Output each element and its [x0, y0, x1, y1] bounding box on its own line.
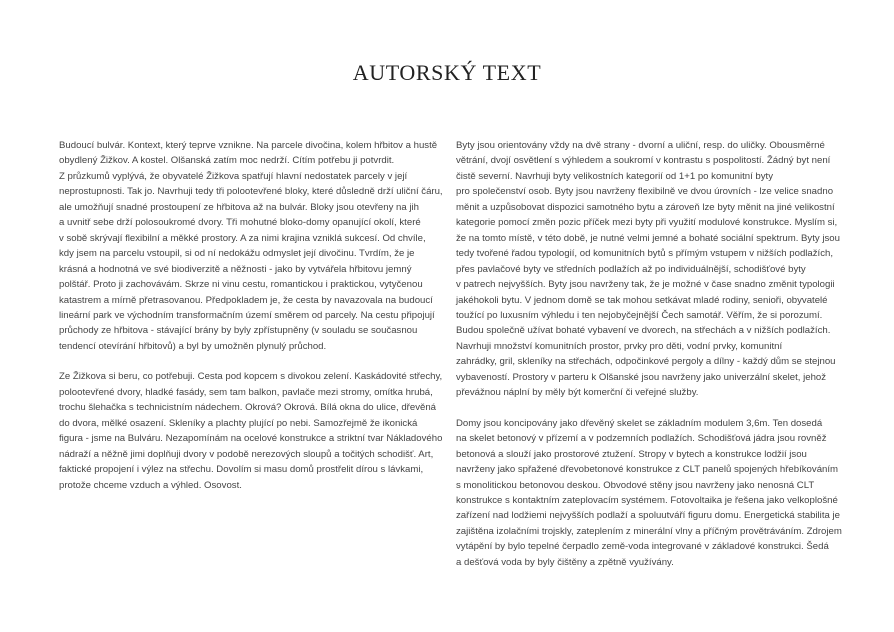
text-line: nádraží a něžně jimi doplňuji dvory v podobě nerezových sloupů a točitých schodišť. Art,	[59, 448, 434, 460]
text-line: zahrádky, gril, skleníky na střechách, odpočinkové pergoly a dílny - každý dům se stejnou	[456, 356, 836, 368]
text-line: jakéhokoli bytu. V jednom domě se tak mohou setkávat mladé rodiny, senioři, obyvatelé	[456, 294, 828, 306]
text-line: na skelet betonový v přízemí a v podzemních podlažích. Schodišťová jádra jsou rovněž	[456, 433, 827, 445]
text-line: zařízení nad lodžiemi nejvyšších podlaží a spoluutváří figuru domu. Energetická stabilita je	[456, 510, 840, 522]
text-line: navrženy jako spřažené dřevobetonové konstrukce z CLT panelů spojených hřebíkováním	[456, 464, 839, 476]
text-line: Byty jsou orientovány vždy na dvě strany - dvorní a uliční, resp. do uličky. Obousměrné	[456, 140, 825, 151]
text-line: v sobě skrývají flexibilní a měkké prostory. A za nimi krajina vzniklá sukcesí. Od chvíle,	[59, 232, 426, 244]
text-line: toužící po luxusním výhledu i ten nejobyčejnější Čech samotář. Věřím, že si porozumí.	[456, 309, 823, 321]
text-line: tendencí otevírání hřbitovů) a byl by umožněn plynulý průchod.	[59, 340, 327, 352]
text-line: ale umožňují snadné prostoupení ze hřbitova až na bulvár. Bloky jsou otevřeny na jih	[59, 201, 419, 213]
text-line: polštář. Proto ji zachovávám. Skrze ni vinu cestu, romantickou i praktickou, vytyčenou	[59, 279, 423, 291]
left-paragraph-2	[59, 369, 454, 493]
text-line: Navrhuji množství komunitních prostor, prvky pro děti, vodní prvky, komunitní	[456, 340, 783, 352]
text-line: Z průzkumů vyplývá, že obyvatelé Žižkova spatřují hlavní nedostatek parcely v její	[59, 170, 408, 182]
text-line: vybaveností. Prostory v parteru k Olšanské jsou navrženy jako univerzální skelet, jehož	[456, 371, 827, 383]
text-line: v patrech nejvyšších. Byty jsou navrženy tak, že je možné v čase snadno změnit typologii	[456, 279, 835, 291]
text-line: polootevřené dvory, hladké fasády, sem tam balkon, pavlače mezi stromy, omítka hrubá,	[59, 386, 433, 398]
text-line: obydlený Žižkov. A kostel. Olšanská zatím moc nedrží. Cítím potřebu ji potvrdit.	[59, 155, 395, 167]
text-line: Budou společně užívat bohaté vybavení ve dvorech, na střechách a v nižších podlažích.	[456, 325, 831, 337]
text-line: faktické propojení i výlez na střechu. Dovolím si masu domů prostřelit dírou s lávkami,	[59, 464, 424, 476]
text-line: zajištěna izolačními trojskly, zateplením z minerální vlny a příčným provětráváním. Zdrojem	[456, 525, 842, 537]
text-line: převážnou náplní by měly být komerční či veřejné služby.	[456, 387, 699, 399]
text-line: kategorie pomocí změn pozic příček mezi byty při využití modulové konstrukce. Myslím si,	[456, 217, 838, 229]
text-line: větrání, dvojí osvětlení s výhledem a soukromí v kontrastu s pospolitostí. Žádný byt není	[456, 155, 831, 167]
text-line: Ze Žižkova si beru, co potřebuji. Cesta pod kopcem s divokou zelení. Kaskádovité střechy,	[59, 371, 443, 383]
text-line: tedy tvořené řadou typologií, od komunitních bytů s přímým vstupem v nižších podlažích,	[456, 248, 834, 260]
text-line: že na tomto místě, v této době, je nutné velmi jemné a bohaté sociální spektrum. Byty jsou	[456, 232, 840, 244]
text-line: měnit a uzpůsobovat dispozici samotného bytu a zároveň lze byty měnit na jiné velikostní	[456, 201, 835, 213]
right-paragraph-2	[456, 416, 886, 571]
text-line: do dvora, mělké osazení. Skleníky a plachty plující po nebi. Samozřejmě že ikonická	[59, 417, 418, 429]
text-line: betonová a slouží jako prostorové ztužení. Stropy v bytech a konstrukce lodžií jsou	[456, 448, 807, 460]
text-line: neprostupnosti. Tak jo. Navrhuji tedy tři polootevřené bloky, které důsledně drží uliční čáru,	[59, 186, 443, 198]
text-line: čistě severní. Navrhuji byty velikostních kategorií od 1+1 po komunitní byty	[456, 170, 774, 182]
text-line: vytápění by bylo tepelné čerpadlo země-voda integrované v základové konstrukci. Šedá	[456, 541, 829, 553]
text-line: katastrem a mírně přetrasovanou. Předpokladem je, že cesta by navazovala na budoucí	[59, 294, 433, 306]
text-line: trochu šlehačka s technicistním nádechem. Okrová? Okrová. Bílá okna do ulice, dřevěná	[59, 402, 437, 414]
text-line: kdy jsem na parcelu vstoupil, si od ní nedokážu odmyslet její divočinu. Tvrdím, že je	[59, 248, 415, 260]
text-line: a dešťová voda by byly čištěny a zpětně využívány.	[456, 556, 674, 568]
text-line: krásná a hodnotná ve své biodiverzitě a něžnosti - jako by vytvářela hřbitovu jemný	[59, 263, 412, 275]
text-line: figura - jsme na Bulváru. Nezapomínám na ocelové konstrukce a striktní tvar Nákladového	[59, 433, 443, 445]
text-line: a uvnitř sebe drží polosoukromé dvory. Tři mohutné bloko-domy opanující okolí, které	[59, 217, 421, 229]
left-paragraph-1	[59, 138, 454, 354]
text-line: lineární park ve východním transformačním území směrem od parcely. Na cestu připojují	[59, 309, 435, 321]
text-line: protože chceme vzduch a výhled. Osovost.	[59, 479, 242, 491]
text-line: průchody ze hřbitova - stávající brány by byly zpřístupněny (v souladu se současnou	[59, 325, 418, 337]
text-line: Domy jsou koncipovány jako dřevěný skelet se základním modulem 3,6m. Ten dosedá	[456, 417, 823, 429]
text-line: pro společenství osob. Byty jsou navrženy flexibilně ve dvou úrovních - lze velice snadno	[456, 186, 834, 198]
text-line: konstrukce s kontaktním zateplovacím systémem. Fotovoltaika je řešena jako velkoplošné	[456, 494, 838, 506]
text-line: přes pavlačové byty ve středních podlažích až po individuálnější, schodišťové byty	[456, 263, 806, 275]
text-line: Budoucí bulvár. Kontext, který teprve vznikne. Na parcele divočina, kolem hřbitov a hustě	[59, 140, 438, 151]
text-line: s monolitickou betonovou deskou. Obvodové stěny jsou navrženy jako nenosná CLT	[456, 479, 815, 491]
left-text-column	[59, 138, 454, 493]
right-text-column	[456, 138, 886, 570]
right-paragraph-1	[456, 138, 886, 401]
page-title: AUTORSKÝ TEXT	[352, 60, 542, 85]
